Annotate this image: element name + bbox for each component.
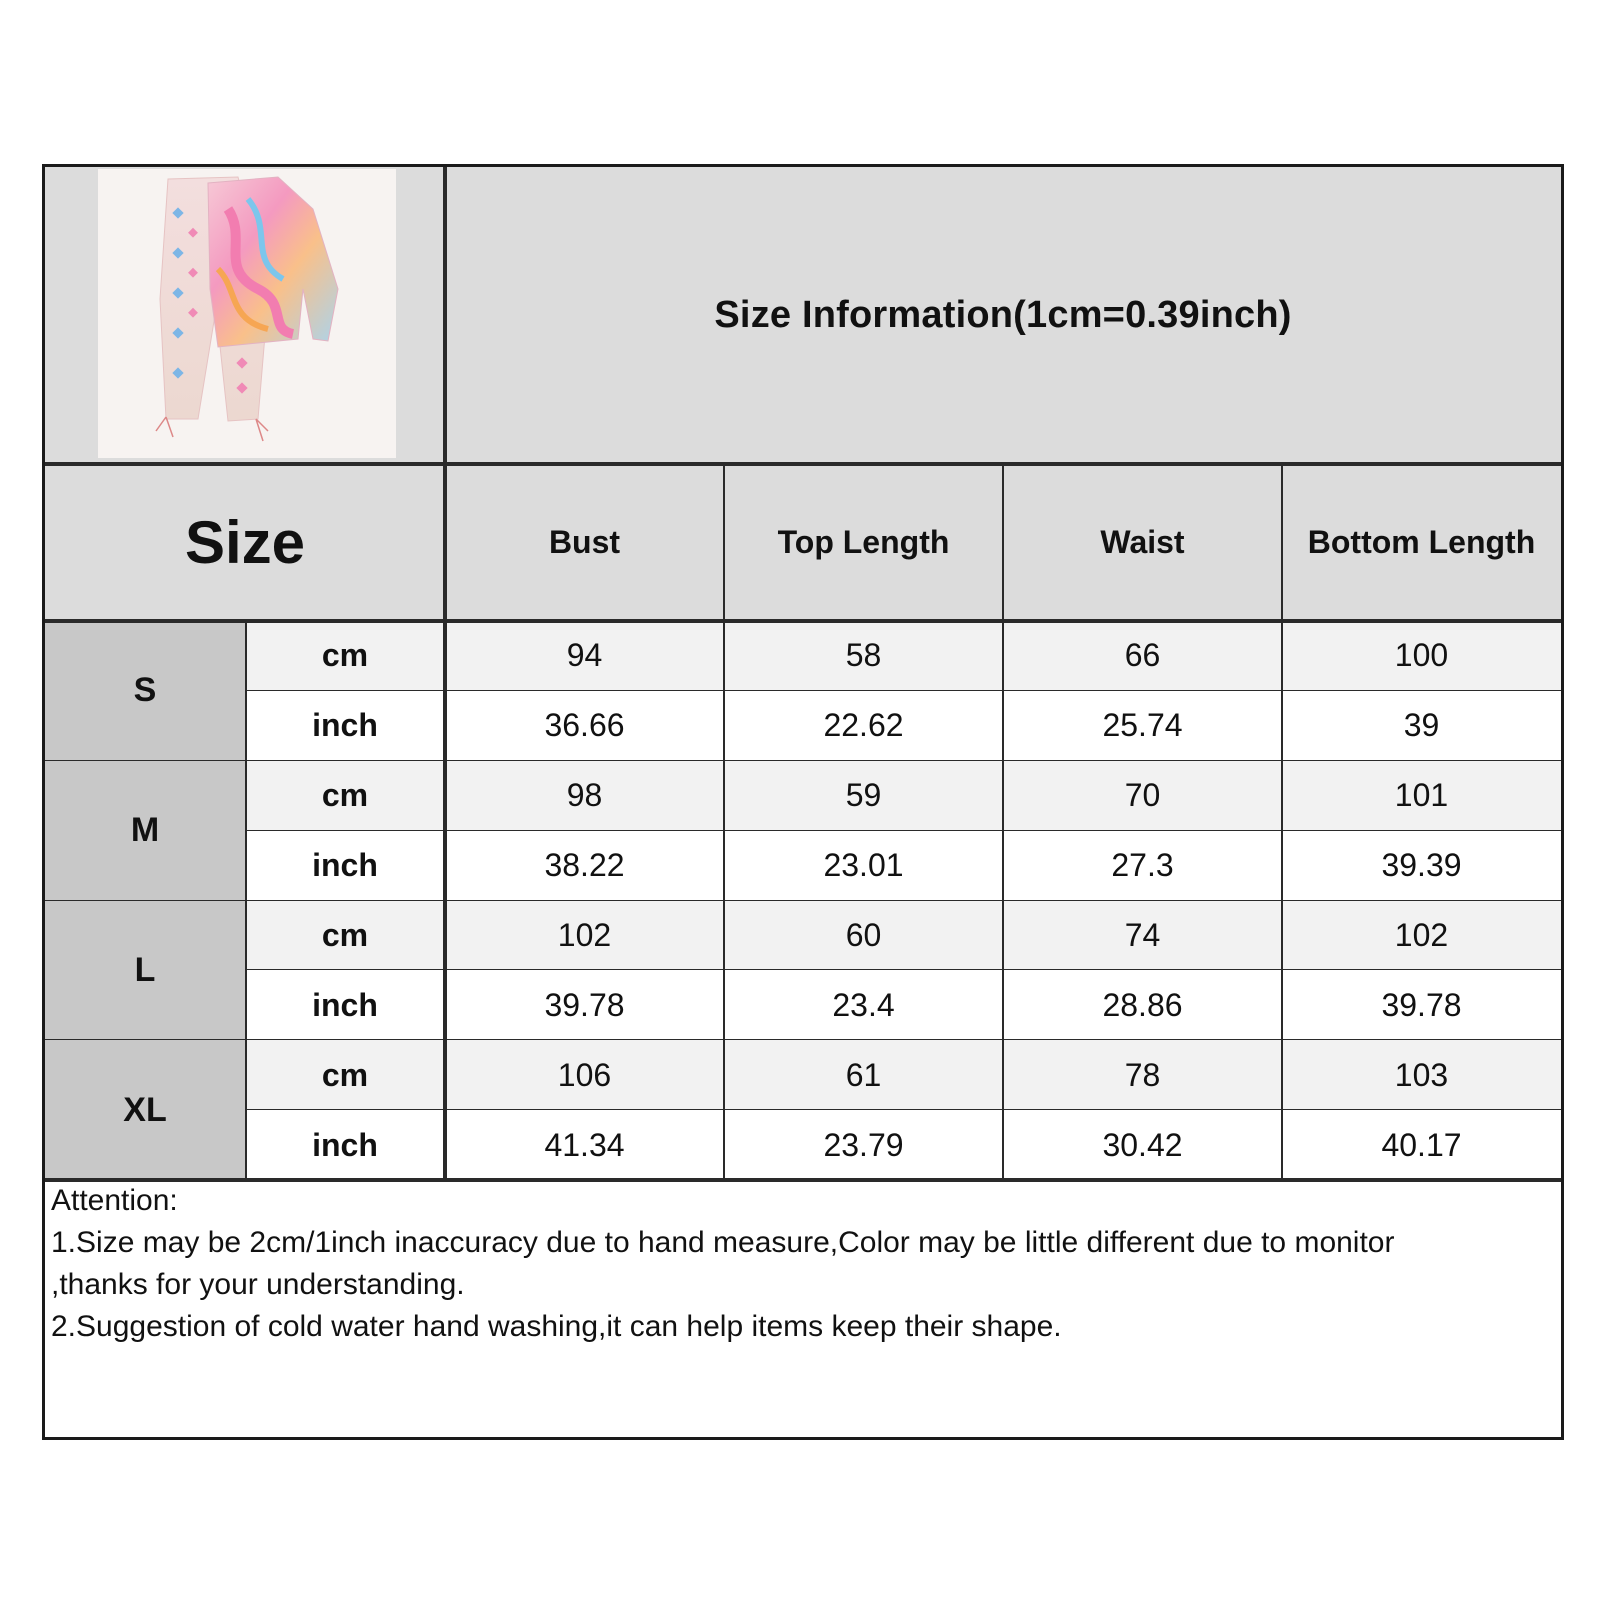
table-cell [724, 1040, 1003, 1110]
measurement-value: 39 [1403, 707, 1440, 744]
measurement-value: 23.4 [832, 986, 895, 1023]
measurement-value: 23.79 [823, 1126, 904, 1163]
attention-heading: Attention: [51, 1184, 178, 1217]
measurement-value: 98 [566, 777, 603, 814]
unit-cell [245, 901, 445, 971]
size-label-cell [45, 1040, 245, 1180]
unit-label: cm [321, 637, 369, 674]
column-header-bust [445, 464, 724, 621]
unit-label: cm [321, 777, 369, 814]
measurement-value: 36.66 [544, 707, 625, 744]
table-cell [724, 901, 1003, 971]
table-cell [1003, 691, 1282, 761]
size-label-cell [45, 761, 245, 901]
table-cell [1003, 1110, 1282, 1180]
unit-label: inch [312, 986, 378, 1023]
attention-line-3: 2.Suggestion of cold water hand washing,it can help items keep their shape. [51, 1310, 1062, 1343]
measurement-value: 61 [845, 1056, 882, 1093]
unit-cell [245, 691, 445, 761]
measurement-value: 59 [845, 777, 882, 814]
unit-label: cm [321, 1056, 369, 1093]
measurement-value: 78 [1124, 1056, 1161, 1093]
measurement-value: 30.42 [1102, 1126, 1183, 1163]
unit-cell [245, 1040, 445, 1110]
size-header: Size [184, 509, 306, 576]
measurement-value: 94 [566, 637, 603, 674]
measurement-value: 103 [1394, 1056, 1449, 1093]
size-label: XL [123, 1090, 167, 1129]
measurement-value: 41.34 [544, 1126, 625, 1163]
table-cell [1282, 831, 1561, 901]
table-cell [445, 831, 724, 901]
table-cell [724, 761, 1003, 831]
column-header-waist [1003, 464, 1282, 621]
measurement-value: 39.39 [1381, 847, 1462, 884]
measurement-value: 27.3 [1111, 847, 1174, 884]
measurement-value: 23.01 [823, 847, 904, 884]
size-label: M [130, 811, 160, 850]
table-cell [1003, 621, 1282, 691]
table-cell [445, 1040, 724, 1110]
measurement-value: 25.74 [1102, 707, 1183, 744]
table-cell [1003, 970, 1282, 1040]
unit-label: inch [312, 707, 378, 744]
unit-cell [245, 831, 445, 901]
table-cell [1003, 761, 1282, 831]
table-cell [1282, 621, 1561, 691]
measurement-value: 58 [845, 637, 882, 674]
measurement-value: 40.17 [1381, 1126, 1462, 1163]
column-header-top-length [724, 464, 1003, 621]
measurement-value: 70 [1124, 777, 1161, 814]
table-cell [445, 901, 724, 971]
column-header-label: Bust [548, 524, 621, 560]
measurement-value: 39.78 [544, 986, 625, 1023]
measurement-value: 22.62 [823, 707, 904, 744]
column-header-label: Waist [1100, 524, 1185, 560]
measurement-value: 38.22 [544, 847, 625, 884]
table-cell [1282, 970, 1561, 1040]
unit-cell [245, 621, 445, 691]
table-cell [445, 761, 724, 831]
measurement-value: 102 [557, 916, 612, 953]
table-cell [724, 621, 1003, 691]
attention-line-2: ,thanks for your understanding. [51, 1268, 465, 1301]
table-cell [1282, 691, 1561, 761]
size-header-cell [45, 464, 445, 621]
table-cell [1282, 761, 1561, 831]
column-header-label: Top Length [777, 524, 950, 560]
table-cell [1003, 831, 1282, 901]
table-cell [724, 1110, 1003, 1180]
attention-notes [51, 1180, 1551, 1348]
measurement-value: 60 [845, 916, 882, 953]
measurement-value: 100 [1394, 637, 1449, 674]
table-cell [1282, 1040, 1561, 1110]
outfit-illustration [98, 169, 396, 458]
size-label-cell [45, 621, 245, 761]
table-cell [724, 831, 1003, 901]
table-cell [445, 970, 724, 1040]
measurement-value: 66 [1124, 637, 1161, 674]
product-photo [98, 169, 396, 458]
page-title: Size Information(1cm=0.39inch) [714, 294, 1292, 336]
table-cell [1003, 901, 1282, 971]
measurement-value: 28.86 [1102, 986, 1183, 1023]
unit-cell [245, 970, 445, 1040]
table-cell [445, 621, 724, 691]
table-cell [724, 970, 1003, 1040]
measurement-value: 39.78 [1381, 986, 1462, 1023]
size-label: S [133, 671, 157, 710]
table-cell [724, 691, 1003, 761]
unit-cell [245, 761, 445, 831]
table-cell [445, 691, 724, 761]
size-label-cell [45, 901, 245, 1041]
size-label: L [134, 950, 156, 989]
table-cell [1282, 901, 1561, 971]
measurement-value: 102 [1394, 916, 1449, 953]
measurement-value: 106 [557, 1056, 612, 1093]
table-cell [1282, 1110, 1561, 1180]
column-header-bottom-length [1282, 464, 1561, 621]
measurement-value: 74 [1124, 916, 1161, 953]
table-cell [445, 1110, 724, 1180]
table-cell [1003, 1040, 1282, 1110]
size-info-title-cell [445, 167, 1561, 464]
unit-label: inch [312, 847, 378, 884]
attention-line-1: 1.Size may be 2cm/1inch inaccuracy due to hand measure,Color may be little different due to monitor [51, 1226, 1395, 1259]
unit-label: cm [321, 916, 369, 953]
column-header-label: Bottom Length [1307, 524, 1536, 560]
unit-cell [245, 1110, 445, 1180]
measurement-value: 101 [1394, 777, 1449, 814]
unit-label: inch [312, 1126, 378, 1163]
